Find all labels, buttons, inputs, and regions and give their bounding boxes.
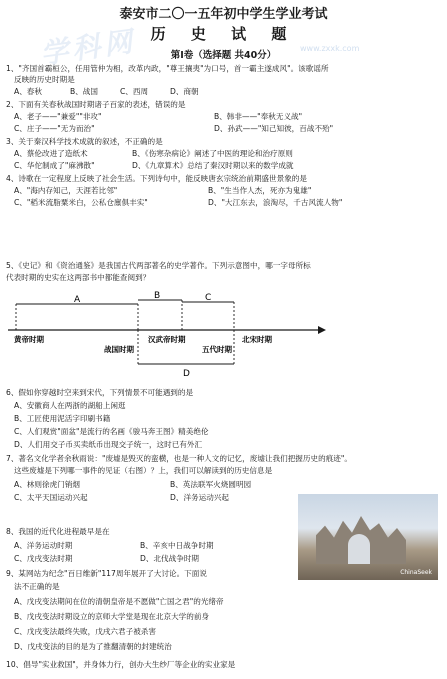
watermark-logo: 学科网 [38,24,139,71]
q7-stem-cont: 这些废墟是下列哪一事件的见证（右图）？上，我们可以解读到的历史信息是 [14,466,273,475]
q2-option-b: B、韩非——"奉秋无义战" [214,112,303,121]
exam-subject: 历 史 试 题 [150,25,297,43]
q9-stem: 9、某网站为纪念"百日维新"117周年展开了大讨论。下面说 [6,569,207,578]
watermark-url: www.zxxk.com [300,44,360,53]
q9-option-a: A、戊戌变法期间在位的清朝皇帝是不愿做"亡国之君"的光绪帝 [14,597,224,606]
q6-option-d: D、人们用交子币买卖纸币出现交子统一，这时已有外汇 [14,440,203,449]
q1-stem: 1、"齐国首霸桓公，任用管仲为相，改革内政，"尊王攘夷"为口号，首一霸主遂成风"。该歌谣所 [6,64,329,73]
q7-option-c: C、太平天国运动兴起 [14,493,88,502]
q9-option-c: C、戊戌变法最终失败，戊戌六君子被杀害 [14,627,156,636]
timeline-label-d: D [183,369,190,379]
q8-stem: 8、我国的近代化进程最早是在 [6,527,110,536]
q4-stem: 4、诗歌在一定程度上反映了社会生活。下列诗句中，能反映唐玄宗统治前期盛世景象的是 [6,174,307,183]
q4-option-d: D、"大江东去，浪淘尽，千古风流人物" [208,198,343,207]
period-beisong: 北宋时期 [242,335,272,344]
q6-stem: 6、假如你穿越时空来到宋代，下列情景不可能遇到的是 [6,388,194,397]
section-heading: 第Ⅰ卷（选择题 共40分） [170,50,277,61]
q3-option-a: A、蔡伦改进了造纸术 [14,149,88,158]
period-zhanguo: 战国时期 [104,345,134,354]
q1-option-b: B、战国 [70,87,98,96]
q2-option-a: A、老子——"兼爱""非攻" [14,112,102,121]
q2-option-c: C、庄子——"无为而治" [14,124,95,133]
timeline-label-b: B [154,291,161,301]
timeline-label-c: C [205,293,212,303]
q7-stem: 7、著名文化学者余秋雨说："废墟是毁灭的蛮横，也是一种人文的记忆，废墟让我们把握历史的痕迹"。 [6,454,352,463]
timeline-label-a: A [74,295,81,305]
q6-option-c: C、人们观赏"面盆"是流行的名画《骏马奔王图》精美绝伦 [14,427,209,436]
q1-option-c: C、西周 [120,87,149,96]
period-hanwudi: 汉武帝时期 [148,335,186,344]
q9-option-b: B、戊戌变法时期设立的京师大学堂是现在北京大学的前身 [14,612,210,621]
q8-option-a: A、洋务运动时期 [14,541,73,550]
q1-option-a: A、春秋 [14,87,42,96]
q7-option-b: B、英法联军火烧圆明园 [170,480,252,489]
q2-option-d: D、孙武——"知己知彼，百战不殆" [214,124,334,133]
q4-option-b: B、"生当作人杰，死亦为鬼雄" [208,186,312,195]
q8-option-d: D、北伐战争时期 [140,554,200,563]
q9-option-d: D、戊戌变法的目的是为了推翻清朝的封建统治 [14,642,172,651]
q5-stem: 5、《史记》和《资治通鉴》是我国古代两部著名的史学著作。下列示意图中，哪一字母所标 [6,261,311,270]
ruin-arch [348,534,370,564]
yuanmingyuan-ruins-photo [298,494,438,580]
q3-stem: 3、关于秦汉科学技术成就的叙述，不正确的是 [6,137,163,146]
q2-stem: 2、下面有关春秋战国时期诸子百家的表述，错误的是 [6,100,186,109]
q4-option-c: C、"稻米流脂粟米白，公私仓廪俱丰实" [14,198,148,207]
q1-option-d: D、商朝 [170,87,199,96]
q3-option-c: C、华佗制成了"麻沸散" [14,161,95,170]
q3-option-b: B、《伤寒杂病论》阐述了中医的理论和治疗原则 [132,149,293,158]
q1-stem-cont: 反映的历史时期是 [14,75,75,84]
q6-option-a: A、安徽商人在两浙的湖船上闲逛 [14,401,126,410]
q7-option-a: A、林则徐虎门销烟 [14,480,80,489]
q7-option-d: D、洋务运动兴起 [170,493,230,502]
q4-option-a: A、"海内存知己，天涯若比邻" [14,186,118,195]
exam-title: 泰安市二〇一五年初中学生学业考试 [119,7,328,22]
q8-option-c: C、戊戌变法时期 [14,554,73,563]
period-huangdi: 黄帝时期 [14,335,44,344]
q3-option-d: D、《九章算术》总结了秦汉时期以来的数学成就 [132,161,294,170]
q6-option-b: B、工匠使用泥活字印刷书籍 [14,414,111,423]
q10-stem: 10、倡导"实业救国"，并身体力行，创办大生纱厂等企业的实业家是 [6,660,236,669]
q9-stem-cont: 法不正确的是 [14,582,60,591]
q8-option-b: B、辛亥中日战争时期 [140,541,214,550]
q5-stem-cont: 代表时期的史实在这两部书中都能查阅到？ [6,273,151,282]
period-wudai: 五代时期 [202,345,232,354]
photo-credit: ChinaSeek [400,569,432,576]
timeline-diagram [6,290,328,380]
